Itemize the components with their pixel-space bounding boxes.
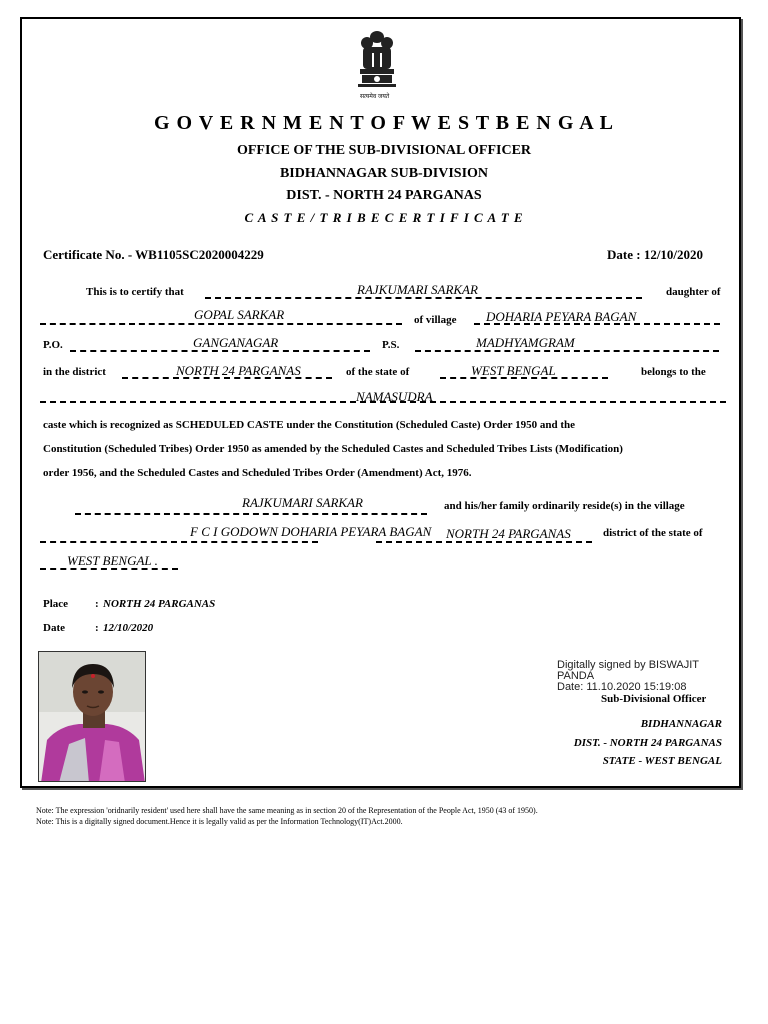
resident-district: NORTH 24 PARGANAS [446, 526, 571, 541]
resident-village: F C I GODOWN DOHARIA PEYARA BAGAN [190, 524, 432, 539]
belongs-to-label: belongs to the [641, 366, 706, 378]
emblem-caption: सत्यमेव जयते [360, 94, 390, 100]
in-district-label: in the district [43, 366, 106, 378]
date-colon: : [95, 622, 99, 634]
caste-name: NAMASUDRA [356, 389, 433, 404]
resident-state: WEST BENGAL . [67, 553, 158, 568]
applicant-name: RAJKUMARI SARKAR [357, 282, 478, 297]
subdivision-title: BIDHANNAGAR SUB-DIVISION [279, 166, 489, 181]
applicant-photo [38, 651, 146, 782]
of-state-label: of the state of [346, 366, 410, 378]
signature-district: DIST. - NORTH 24 PARGANAS [573, 737, 722, 749]
reside-label: and his/her family ordinarily reside(s) in the village [444, 500, 685, 512]
district-of-state-label: district of the state of [603, 527, 703, 539]
daughter-of-label: daughter of [666, 286, 721, 298]
place-colon: : [95, 598, 99, 610]
po-label: P.O. [43, 339, 63, 351]
of-village-label: of village [414, 314, 457, 326]
place-label: Place [43, 598, 69, 610]
body-line-1: caste which is recognized as SCHEDULED CASTE under the Constitution (Scheduled Caste) Order 1950 and the [43, 419, 576, 431]
signature-state: STATE - WEST BENGAL [602, 755, 722, 767]
police-station: MADHYAMGRAM [476, 335, 575, 350]
digital-signature-line-2: PANDA [557, 670, 595, 682]
state-name: WEST BENGAL [471, 363, 556, 378]
district-title: DIST. - NORTH 24 PARGANAS [286, 188, 482, 203]
office-title: OFFICE OF THE SUB-DIVISIONAL OFFICER [236, 143, 532, 158]
certificate-type-title: C A S T E / T R I B E C E R T I F I C A T E [244, 210, 524, 225]
body-line-3: order 1956, and the Scheduled Castes and Scheduled Tribes Order (Amendment) Act, 1976. [43, 467, 472, 479]
ps-label: P.S. [382, 339, 400, 351]
note-digital-signature: Note: This is a digitally signed document.Hence it is legally valid as per the Information Technology(IT)Act.2000. [36, 817, 403, 826]
officer-designation: Sub-Divisional Officer [601, 694, 707, 703]
village-name: DOHARIA PEYARA BAGAN [486, 309, 637, 324]
certify-label: This is to certify that [86, 286, 184, 298]
certificate-number: Certificate No. - WB1105SC2020004229 [43, 247, 264, 262]
certificate-date: Date : 12/10/2020 [607, 247, 704, 262]
digital-signature-line-1: Digitally signed by BISWAJIT [557, 659, 700, 671]
post-office: GANGANAGAR [193, 335, 279, 350]
place-value: NORTH 24 PARGANAS [103, 598, 216, 610]
government-title: G O V E R N M E N T O F W E S T B E N G A L [154, 112, 614, 134]
resident-name: RAJKUMARI SARKAR [242, 495, 363, 510]
date-value: 12/10/2020 [103, 622, 154, 634]
digital-signature-date: Date: 11.10.2020 15:19:08 [557, 681, 687, 693]
date-label: Date [43, 622, 65, 634]
father-name: GOPAL SARKAR [194, 307, 285, 322]
signature-office: BIDHANNAGAR [640, 718, 722, 730]
body-line-2: Constitution (Scheduled Tribes) Order 1950 as amended by the Scheduled Castes and Scheduled Tribes Lists (Modification) [43, 443, 623, 455]
district-name: NORTH 24 PARGANAS [176, 363, 301, 378]
note-ordinarily-resident: Note: The expression 'oridnarily resident' used here shall have the same meaning as in section 20 of the Representation of the People Act, 1950 (43 of 1950). [36, 806, 538, 815]
